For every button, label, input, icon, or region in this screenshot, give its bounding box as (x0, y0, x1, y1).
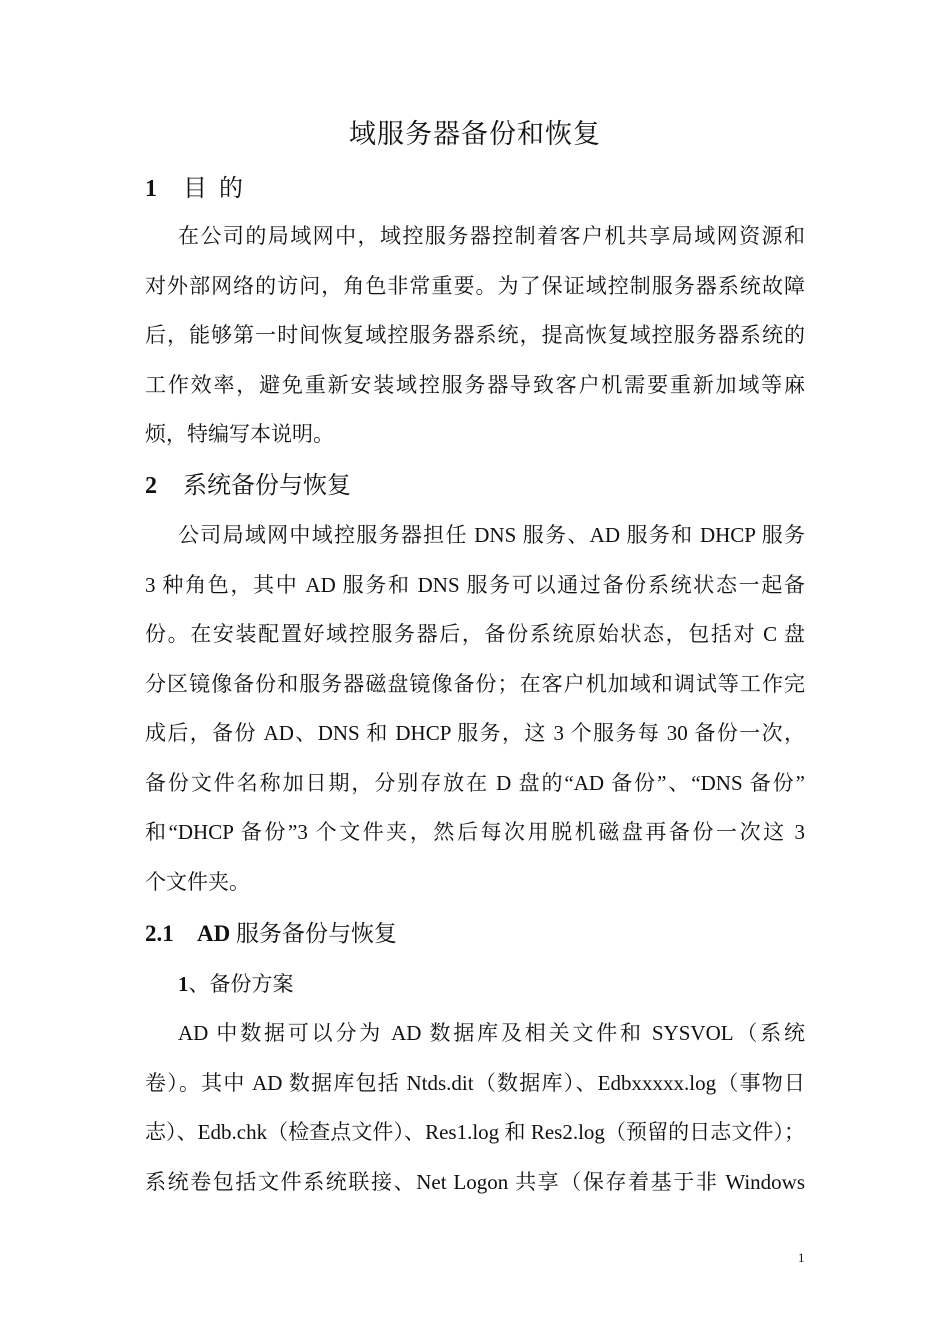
document-title: 域服务器备份和恢复 (349, 119, 601, 149)
paragraph-line: 后，能够第一时间恢复域控服务器系统，提高恢复域控服务器系统的 (145, 323, 805, 347)
section-1-heading (145, 168, 243, 203)
paragraph-line: 烦，特编写本说明。 (145, 422, 334, 446)
paragraph-line: 3 种角色，其中 AD 服务和 DNS 服务可以通过备份系统状态一起备 (145, 572, 805, 597)
paragraph-line: 份。在安装配置好域控服务器后，备份系统原始状态，包括对 C 盘 (145, 622, 805, 646)
paragraph-line: 备份文件名称加日期，分别存放在 D 盘的“AD 备份”、“DNS 备份” (145, 770, 805, 795)
paragraph-line: 在公司的局域网中，域控服务器控制着客户机共享局域网资源和 (178, 224, 805, 248)
page-number: 1 (798, 1250, 805, 1265)
section-number: 1 (145, 176, 157, 202)
section-2-heading (145, 465, 351, 500)
section-2-1-paragraph (145, 1009, 805, 1207)
paragraph-line: 志）、Edb.chk（检查点文件）、Res1.log 和 Res2.log（预留的日志文件）； (145, 1120, 805, 1144)
paragraph-line: 公司局域网中域控服务器担任 DNS 服务、AD 服务和 DHCP 服务 (178, 523, 805, 547)
section-title: 服务备份与恢复 (230, 921, 397, 946)
section-title: 目 的 (183, 176, 243, 202)
section-1-paragraph (145, 212, 805, 460)
section-2-paragraph (145, 511, 805, 907)
paragraph-line: 个文件夹。 (145, 869, 250, 894)
section-number: 2.1 (145, 921, 174, 946)
paragraph-line: 工作效率，避免重新安装域控服务器导致客户机需要重新加域等麻 (145, 372, 805, 397)
subsection-1-heading (178, 968, 294, 998)
paragraph-line: 分区镜像备份和服务器磁盘镜像备份；在客户机加域和调试等工作完 (145, 671, 805, 696)
paragraph-line: AD 中数据可以分为 AD 数据库及相关文件和 SYSVOL（系统 (178, 1021, 805, 1045)
paragraph-line: 成后，备份 AD、DNS 和 DHCP 服务，这 3 个服务每 30 备份一次， (145, 721, 805, 745)
subsection-title: 、备份方案 (188, 972, 294, 996)
section-number: 2 (145, 473, 157, 499)
section-title-lead: AD (197, 921, 231, 946)
paragraph-line: 卷）。其中 AD 数据库包括 Ntds.dit（数据库）、Edbxxxxx.log（事物日 (145, 1070, 805, 1095)
paragraph-line: 系统卷包括文件系统联接、Net Logon 共享（保存着基于非 Windows (145, 1169, 805, 1194)
paragraph-line: 和“DHCP 备份”3 个文件夹，然后每次用脱机磁盘再备份一次这 3 (145, 820, 805, 844)
paragraph-line: 对外部网络的访问，角色非常重要。为了保证域控制服务器系统故障 (145, 273, 805, 298)
subsection-number: 1 (178, 972, 189, 996)
section-title: 系统备份与恢复 (183, 473, 351, 499)
section-2-1-heading (145, 915, 397, 948)
